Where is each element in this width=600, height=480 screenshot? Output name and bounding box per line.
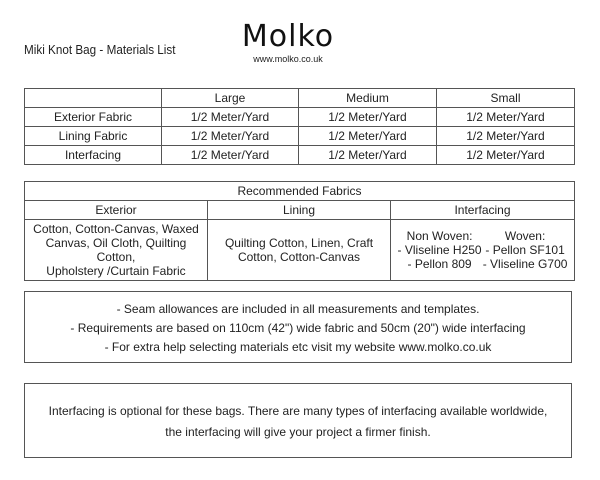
table-cell: 1/2 Meter/Yard <box>299 146 437 165</box>
logo-text: Molko <box>241 19 335 54</box>
table-row <box>25 108 575 127</box>
lining-fabrics-line: Quilting Cotton, Linen, Craft <box>224 236 374 250</box>
woven-item: - Vliseline G700 <box>482 257 568 271</box>
table-cell: 1/2 Meter/Yard <box>437 146 575 165</box>
fabrics-header-lining: Lining <box>208 201 391 220</box>
fabrics-header-interfacing: Interfacing <box>391 201 575 220</box>
table-row <box>25 127 575 146</box>
table-cell: 1/2 Meter/Yard <box>162 146 299 165</box>
logo <box>228 20 348 64</box>
interfacing-note-line: the interfacing will give your project a firmer finish. <box>165 425 431 439</box>
table-cell: 1/2 Meter/Yard <box>162 108 299 127</box>
recommended-fabrics-table <box>24 181 575 281</box>
table-row <box>25 146 575 165</box>
woven-title: Woven: <box>504 229 546 243</box>
logo-website: www.molko.co.uk <box>253 54 323 64</box>
table-cell: 1/2 Meter/Yard <box>299 108 437 127</box>
notes-box <box>24 291 572 363</box>
non-woven-title: Non Woven: <box>406 229 473 243</box>
interfacing-note-line: Interfacing is optional for these bags. There are many types of interfacing available worldwide, <box>48 404 548 418</box>
note-line: - Requirements are based on 110cm (42") wide fabric and 50cm (20") wide interfacing <box>70 321 526 335</box>
table-cell: 1/2 Meter/Yard <box>437 127 575 146</box>
non-woven-column <box>398 229 482 271</box>
exterior-fabrics-line: Canvas, Oil Cloth, Quilting Cotton, <box>45 236 187 264</box>
sizes-header-empty <box>25 89 162 108</box>
table-cell: 1/2 Meter/Yard <box>299 127 437 146</box>
row-label: Lining Fabric <box>25 127 162 146</box>
non-woven-item: - Pellon 809 <box>407 257 472 271</box>
sizes-header-medium: Medium <box>299 89 437 108</box>
woven-item: - Pellon SF101 <box>485 243 565 257</box>
exterior-fabrics-line: Upholstery /Curtain Fabric <box>46 264 186 278</box>
interfacing-note-box <box>24 383 572 458</box>
recommended-fabrics-title: Recommended Fabrics <box>25 182 575 201</box>
row-label: Interfacing <box>25 146 162 165</box>
exterior-fabrics-line: Cotton, Cotton-Canvas, Waxed <box>33 222 199 236</box>
note-line: - Seam allowances are included in all measurements and templates. <box>116 302 480 316</box>
exterior-fabrics-cell <box>25 220 208 281</box>
non-woven-item: - Vliseline H250 <box>397 243 482 257</box>
interfacing-fabrics-cell <box>391 220 575 281</box>
sizes-header-large: Large <box>162 89 299 108</box>
lining-fabrics-line: Cotton, Cotton-Canvas <box>237 250 361 264</box>
table-cell: 1/2 Meter/Yard <box>162 127 299 146</box>
row-label: Exterior Fabric <box>25 108 162 127</box>
note-line: - For extra help selecting materials etc visit my website www.molko.co.uk <box>104 340 492 354</box>
lining-fabrics-cell <box>208 220 391 281</box>
document-title: Miki Knot Bag - Materials List <box>24 42 176 57</box>
fabrics-header-exterior: Exterior <box>25 201 208 220</box>
sizes-header-small: Small <box>437 89 575 108</box>
woven-column <box>483 229 568 271</box>
sizes-table <box>24 88 575 165</box>
table-cell: 1/2 Meter/Yard <box>437 108 575 127</box>
sizes-header-row <box>25 89 575 108</box>
